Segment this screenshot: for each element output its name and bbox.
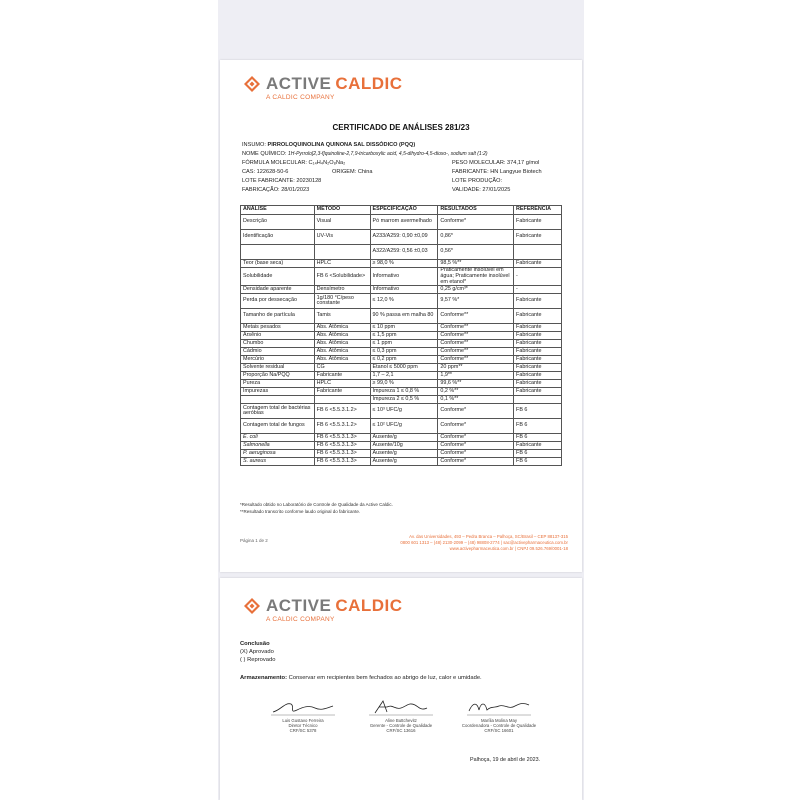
table-cell-analise: Descrição bbox=[241, 215, 315, 230]
table-cell-especificacao: ≤ 1 ppm bbox=[370, 340, 438, 348]
table-cell-resultado: 99,6 %** bbox=[438, 380, 514, 388]
lote-fab-value: 20230128 bbox=[296, 178, 322, 184]
column-header: REFERÊNCIA bbox=[514, 206, 562, 215]
table-cell-referencia: Fabricante bbox=[514, 230, 562, 245]
table-cell-metodo: FB 6 <5.5.3.1.3> bbox=[314, 434, 370, 442]
table-cell-resultado: Conforme* bbox=[438, 450, 514, 458]
table-cell-analise: Solvente residual bbox=[241, 364, 315, 372]
logo-wordmark bbox=[266, 74, 403, 94]
table-cell-referencia: Fabricante bbox=[514, 442, 562, 450]
table-cell-analise: Contagem total de bactérias aeróbias bbox=[241, 404, 315, 419]
table-cell-referencia: Fabricante bbox=[514, 260, 562, 268]
table-cell-metodo: Abs. Atômica bbox=[314, 340, 370, 348]
signature-block bbox=[346, 696, 456, 733]
table-cell-especificacao: ≤ 0,2 ppm bbox=[370, 356, 438, 364]
table-cell-resultado: Conforme* bbox=[438, 419, 514, 434]
signature-icon bbox=[361, 696, 441, 718]
table-cell-resultado: Conforme** bbox=[438, 356, 514, 364]
table-cell-metodo: Fabricante bbox=[314, 372, 370, 380]
logo-mark-icon bbox=[244, 598, 260, 614]
table-cell-referencia: Fabricante bbox=[514, 332, 562, 340]
table-cell-referencia: FB 6 bbox=[514, 404, 562, 419]
column-header: ANÁLISE bbox=[241, 206, 315, 215]
table-row bbox=[241, 396, 562, 404]
signature-icon bbox=[459, 696, 539, 718]
table-cell-referencia: Fabricante bbox=[514, 380, 562, 388]
signature-icon bbox=[263, 696, 343, 718]
table-cell-metodo: HPLC bbox=[314, 380, 370, 388]
signer-crf: CRF/SC 5378 bbox=[289, 728, 317, 733]
table-cell-resultado: Conforme* bbox=[438, 404, 514, 419]
footnote-manufacturer: **Resultado transcrito conforme laudo original do fabricante. bbox=[240, 509, 361, 514]
table-row bbox=[241, 364, 562, 372]
table-row bbox=[241, 332, 562, 340]
table-cell-metodo: 1g/180 °C/peso constante bbox=[314, 294, 370, 309]
table-cell-especificacao: Informativo bbox=[370, 286, 438, 294]
table-cell-resultado: 0,25 g/cm³* bbox=[438, 286, 514, 294]
table-cell-referencia: Fabricante bbox=[514, 309, 562, 324]
formula-value: C₁₄H₄N₂O₈Na₂ bbox=[308, 160, 346, 166]
footnote-lab: *Resultado obtido no Laboratório de Controle de Qualidade da Active Caldic. bbox=[240, 502, 393, 507]
rejected-option: ( ) Reprovado bbox=[240, 657, 276, 663]
insumo-line bbox=[242, 142, 415, 149]
conclusao-heading: Conclusão bbox=[240, 641, 270, 647]
table-cell-analise: Salmonella bbox=[241, 442, 315, 450]
peso-line bbox=[452, 160, 539, 167]
certificate-title: CERTIFICADO DE ANÁLISES 281/23 bbox=[332, 123, 470, 132]
nome-value: 1H-Pyrrolo[2,3-f]quinoline-2,7,9-tricarboxylic acid, 4,5-dihydro-4,5-dioxo-, sodium salt (1:2) bbox=[288, 151, 488, 157]
table-cell-analise: Perda por dessecação bbox=[241, 294, 315, 309]
origem-line bbox=[332, 169, 372, 176]
column-header: MÉTODO bbox=[314, 206, 370, 215]
table-cell-analise: Pureza bbox=[241, 380, 315, 388]
table-cell-analise: Impurezas bbox=[241, 388, 315, 396]
table-cell-especificacao: Informativo bbox=[370, 268, 438, 286]
table-row bbox=[241, 340, 562, 348]
storage-label: Armazenamento: bbox=[240, 675, 288, 681]
fabricacao-label: FABRICAÇÃO: bbox=[242, 187, 280, 193]
table-cell-especificacao: Impureza 1 ≤ 0,8 % bbox=[370, 388, 438, 396]
logo-mark-icon bbox=[244, 76, 260, 92]
table-cell-resultado: 0,56* bbox=[438, 245, 514, 260]
table-cell-analise: Contagem total de fungos bbox=[241, 419, 315, 434]
nome-quimico-line bbox=[242, 151, 488, 158]
table-cell-especificacao: Ausente/10g bbox=[370, 442, 438, 450]
table-cell-referencia: FB 6 bbox=[514, 434, 562, 442]
storage-text: Conservar em recipientes bem fechados ao abrigo de luz, calor e umidade. bbox=[288, 675, 482, 681]
table-body bbox=[241, 215, 562, 466]
formula-line bbox=[242, 160, 345, 167]
table-cell-resultado: Praticamente insolúvel em água; Praticamente insolúvel em etanol* bbox=[438, 268, 514, 286]
signer-role: Coordenadora - Controle de Qualidade bbox=[461, 723, 537, 728]
table-cell-referencia: Fabricante bbox=[514, 340, 562, 348]
table-cell-metodo: Tamis bbox=[314, 309, 370, 324]
table-row bbox=[241, 380, 562, 388]
logo-word-caldic: CALDIC bbox=[335, 596, 403, 615]
table-cell-especificacao: Ausente/g bbox=[370, 434, 438, 442]
table-row bbox=[241, 388, 562, 396]
table-cell-especificacao: ≤ 10 ppm bbox=[370, 324, 438, 332]
signature-date: Palhoça, 19 de abril de 2023. bbox=[470, 757, 541, 763]
table-cell-referencia: Fabricante bbox=[514, 388, 562, 396]
signer-name: Luis Gustavo Ferreira bbox=[282, 718, 324, 723]
table-row bbox=[241, 450, 562, 458]
lote-fabricante-line bbox=[242, 178, 321, 185]
table-cell-especificacao: ≥ 98,0 % bbox=[370, 260, 438, 268]
insumo-value: PIRROLOQUINOLINA QUINONA SAL DISSÓDICO (PQQ) bbox=[267, 142, 416, 148]
table-cell-resultado: 0,86* bbox=[438, 230, 514, 245]
logo-subtitle: A CALDIC COMPANY bbox=[266, 94, 335, 101]
table-cell-referencia: Fabricante bbox=[514, 348, 562, 356]
table-cell-referencia: - bbox=[514, 268, 562, 286]
signature-block bbox=[444, 696, 554, 733]
nome-label: NOME QUÍMICO: bbox=[242, 151, 287, 157]
lote-prod-label: LOTE PRODUÇÃO: bbox=[452, 178, 503, 184]
table-cell-especificacao: ≤ 1,5 ppm bbox=[370, 332, 438, 340]
table-cell-analise: Arsênio bbox=[241, 332, 315, 340]
table-cell-metodo: CG bbox=[314, 364, 370, 372]
table-cell-metodo: FB 6 <5.5.3.1.3> bbox=[314, 450, 370, 458]
fabricante-label: FABRICANTE: bbox=[452, 169, 489, 175]
origem-label: ORIGEM: bbox=[332, 169, 357, 175]
table-cell-especificacao: Ausente/g bbox=[370, 450, 438, 458]
storage-line bbox=[240, 674, 482, 682]
signer-crf: CRF/SC 16601 bbox=[484, 728, 514, 733]
fabricante-line bbox=[452, 169, 542, 176]
origem-value: China bbox=[357, 169, 373, 175]
page-number: Página 1 de 2 bbox=[240, 538, 268, 543]
table-cell-resultado: Conforme** bbox=[438, 348, 514, 356]
table-cell-metodo bbox=[314, 396, 370, 404]
table-cell-metodo: Abs. Atômica bbox=[314, 356, 370, 364]
table-cell-analise: E. coli bbox=[241, 434, 315, 442]
table-cell-especificacao: ≤ 10² UFC/g bbox=[370, 419, 438, 434]
table-cell-resultado: Conforme** bbox=[438, 332, 514, 340]
table-cell-metodo: FB 6 <Solubilidade> bbox=[314, 268, 370, 286]
analysis-results-table bbox=[240, 205, 562, 466]
signature-block bbox=[248, 696, 358, 733]
table-row bbox=[241, 434, 562, 442]
table-cell-especificacao: Impureza 2 ≤ 0,5 % bbox=[370, 396, 438, 404]
table-cell-referencia bbox=[514, 245, 562, 260]
table-cell-analise bbox=[241, 396, 315, 404]
table-header-row bbox=[241, 206, 562, 215]
peso-value: 374,17 g/mol bbox=[507, 160, 540, 166]
validade-value: 27/01/2025 bbox=[482, 187, 511, 193]
table-cell-analise: Identificação bbox=[241, 230, 315, 245]
table-cell-analise: Tamanho de partícula bbox=[241, 309, 315, 324]
table-cell-referencia: FB 6 bbox=[514, 458, 562, 466]
table-cell-resultado: 98,5 %** bbox=[438, 260, 514, 268]
company-address bbox=[400, 534, 568, 552]
table-cell-metodo: Abs. Atômica bbox=[314, 332, 370, 340]
table-cell-metodo bbox=[314, 245, 370, 260]
table-cell-analise: Cádmio bbox=[241, 348, 315, 356]
signer-name: Marília Molina May bbox=[480, 718, 518, 723]
table-cell-especificacao: Etanol ≤ 5000 ppm bbox=[370, 364, 438, 372]
table-row bbox=[241, 324, 562, 332]
formula-label: FÓRMULA MOLECULAR: bbox=[242, 160, 307, 166]
table-cell-metodo: FB 6 <5.5.3.1.2> bbox=[314, 404, 370, 419]
table-cell-metodo: Densímetro bbox=[314, 286, 370, 294]
table-cell-analise: Mercúrio bbox=[241, 356, 315, 364]
insumo-label: INSUMO: bbox=[242, 142, 266, 148]
table-row bbox=[241, 294, 562, 309]
validade-line bbox=[452, 187, 510, 194]
table-row bbox=[241, 348, 562, 356]
table-cell-analise: Chumbo bbox=[241, 340, 315, 348]
lote-producao-line bbox=[452, 178, 502, 185]
table-cell-especificacao: 1,7 – 2,1 bbox=[370, 372, 438, 380]
table-cell-analise: S. aureus bbox=[241, 458, 315, 466]
column-header: ESPECIFICAÇÃO bbox=[370, 206, 438, 215]
table-cell-resultado: 1,9** bbox=[438, 372, 514, 380]
signer-crf: CRF/SC 13616 bbox=[386, 728, 416, 733]
table-row bbox=[241, 404, 562, 419]
table-cell-resultado: Conforme* bbox=[438, 442, 514, 450]
table-cell-referencia: Fabricante bbox=[514, 364, 562, 372]
table-cell-referencia: Fabricante bbox=[514, 372, 562, 380]
cas-value: 122628-50-6 bbox=[256, 169, 289, 175]
table-row bbox=[241, 286, 562, 294]
table-cell-analise: Teor (base seca) bbox=[241, 260, 315, 268]
column-header: RESULTADOS bbox=[438, 206, 514, 215]
approved-option: (X) Aprovado bbox=[240, 649, 274, 655]
lote-fab-label: LOTE FABRICANTE: bbox=[242, 178, 295, 184]
table-cell-analise: P. aeruginosa bbox=[241, 450, 315, 458]
table-cell-analise bbox=[241, 245, 315, 260]
table-row bbox=[241, 260, 562, 268]
table-cell-analise: Proporção Na/PQQ bbox=[241, 372, 315, 380]
table-cell-especificacao: ≤ 0,3 ppm bbox=[370, 348, 438, 356]
table-cell-resultado: Conforme** bbox=[438, 309, 514, 324]
table-cell-analise: Metais pesados bbox=[241, 324, 315, 332]
table-cell-resultado: Conforme* bbox=[438, 458, 514, 466]
fabricacao-value: 28/01/2023 bbox=[281, 187, 310, 193]
fabricacao-line bbox=[242, 187, 309, 194]
table-cell-resultado: 0,1 %** bbox=[438, 396, 514, 404]
logo-word-caldic: CALDIC bbox=[335, 74, 403, 93]
table-row bbox=[241, 356, 562, 364]
table-cell-especificacao: A233/A259: 0,90 ±0,09 bbox=[370, 230, 438, 245]
table-cell-referencia: Fabricante bbox=[514, 215, 562, 230]
table-cell-especificacao: Pó marrom avermelhado bbox=[370, 215, 438, 230]
table-cell-metodo: FB 6 <5.5.3.1.3> bbox=[314, 458, 370, 466]
logo-subtitle: A CALDIC COMPANY bbox=[266, 616, 335, 623]
table-cell-metodo: FB 6 <5.5.3.1.3> bbox=[314, 442, 370, 450]
website-line: www.activepharmaceutica.com.br | CNPJ 09.526.769/0001-18 bbox=[449, 546, 568, 551]
table-row bbox=[241, 309, 562, 324]
contact-line: 0800 601 1313 – (48) 2130-2099 – (48) 98808-2774 | sac@activepharmaceutica.com.br bbox=[400, 540, 568, 545]
table-cell-especificacao: ≤ 10³ UFC/g bbox=[370, 404, 438, 419]
cas-label: CAS: bbox=[242, 169, 256, 175]
document-page-2 bbox=[220, 578, 582, 800]
validade-label: VALIDADE: bbox=[452, 187, 481, 193]
table-cell-resultado: 9,57 %* bbox=[438, 294, 514, 309]
table-cell-resultado: 20 ppm** bbox=[438, 364, 514, 372]
table-cell-resultado: Conforme* bbox=[438, 434, 514, 442]
table-cell-resultado: Conforme* bbox=[438, 215, 514, 230]
table-row bbox=[241, 268, 562, 286]
table-cell-referencia: Fabricante bbox=[514, 324, 562, 332]
document-page-1 bbox=[220, 60, 582, 572]
table-cell-referencia: Fabricante bbox=[514, 356, 562, 364]
table-cell-metodo: Visual bbox=[314, 215, 370, 230]
table-row bbox=[241, 419, 562, 434]
table-row bbox=[241, 245, 562, 260]
signer-role: Diretor Técnico bbox=[288, 723, 318, 728]
table-cell-metodo: HPLC bbox=[314, 260, 370, 268]
table-row bbox=[241, 230, 562, 245]
table-cell-especificacao: 90 % passa em malha 80 bbox=[370, 309, 438, 324]
logo-word-active: ACTIVE bbox=[266, 596, 332, 615]
logo-word-active: ACTIVE bbox=[266, 74, 332, 93]
table-cell-referencia: - bbox=[514, 286, 562, 294]
fabricante-value: HN Langyue Biotech bbox=[490, 169, 542, 175]
table-cell-referencia: FB 6 bbox=[514, 450, 562, 458]
table-cell-resultado: Conforme** bbox=[438, 324, 514, 332]
address-line: Av. das Universidades, 493 – Pedra Branca – Palhoça, SC/Brasil – CEP 88137-315 bbox=[409, 534, 568, 539]
table-cell-resultado: Conforme** bbox=[438, 340, 514, 348]
table-cell-especificacao: ≥ 99,0 % bbox=[370, 380, 438, 388]
table-cell-referencia: Fabricante bbox=[514, 294, 562, 309]
table-cell-especificacao: A322/A259: 0,56 ±0,03 bbox=[370, 245, 438, 260]
signer-name: Aline Buttchevitz bbox=[385, 718, 417, 723]
table-cell-resultado: 0,2 %** bbox=[438, 388, 514, 396]
table-cell-especificacao: Ausente/g bbox=[370, 458, 438, 466]
table-cell-metodo: FB 6 <5.5.3.1.2> bbox=[314, 419, 370, 434]
table-cell-especificacao: ≤ 12,0 % bbox=[370, 294, 438, 309]
peso-label: PESO MOLECULAR: bbox=[452, 160, 506, 166]
table-cell-metodo: UV-Vis bbox=[314, 230, 370, 245]
table-cell-referencia: FB 6 bbox=[514, 419, 562, 434]
table-cell-analise: Densidade aparente bbox=[241, 286, 315, 294]
table-row bbox=[241, 442, 562, 450]
table-cell-metodo: Abs. Atômica bbox=[314, 348, 370, 356]
table-cell-analise: Solubilidade bbox=[241, 268, 315, 286]
table-cell-referencia bbox=[514, 396, 562, 404]
table-row bbox=[241, 372, 562, 380]
logo-wordmark bbox=[266, 596, 403, 616]
table-row bbox=[241, 215, 562, 230]
table-cell-metodo: Fabricante bbox=[314, 388, 370, 396]
table-cell-metodo: Abs. Atômica bbox=[314, 324, 370, 332]
signer-role: Gerente - Controle de Qualidade bbox=[369, 723, 433, 728]
table-row bbox=[241, 458, 562, 466]
cas-line bbox=[242, 169, 288, 176]
